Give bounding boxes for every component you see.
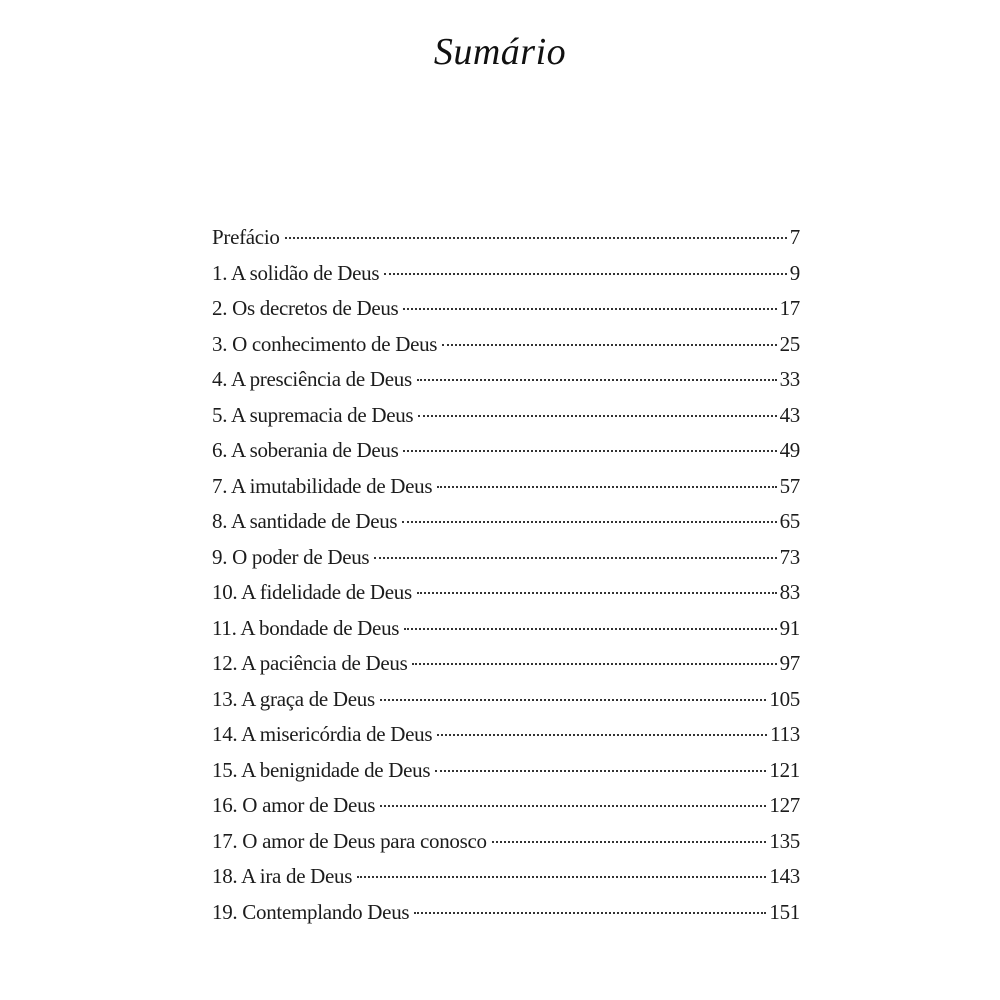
toc-entry-label: 7. A imutabilidade de Deus: [212, 473, 433, 498]
toc-entry-label: 13. A graça de Deus: [212, 686, 375, 711]
toc-entry-page: 135: [769, 828, 800, 853]
toc-entry-label: 5. A supremacia de Deus: [212, 402, 414, 427]
dot-leader: [374, 557, 776, 559]
toc-entry-label: 14. A misericórdia de Deus: [212, 722, 433, 746]
dot-leader: [417, 379, 777, 381]
toc-entry-page: 17: [779, 296, 800, 320]
toc-entry-chapter-1: [212, 256, 800, 292]
dot-leader: [357, 876, 766, 878]
toc-entry-page: 65: [779, 509, 800, 533]
toc-entry-page: 57: [779, 473, 800, 498]
dot-leader: [380, 805, 766, 807]
toc-entry-chapter-9: [212, 540, 800, 576]
toc-entry-chapter-3: [212, 327, 800, 363]
toc-entry-chapter-6: [212, 433, 800, 469]
toc-entry-page: 83: [779, 580, 800, 604]
toc-entry-page: 121: [769, 757, 800, 782]
toc-entry-page: 151: [769, 899, 800, 924]
dot-leader: [418, 415, 776, 417]
toc-entry-label: 1. A solidão de Deus: [212, 260, 380, 285]
dot-leader: [402, 521, 776, 523]
toc-entry-label: 15. A benignidade de Deus: [212, 757, 431, 782]
toc-entry-chapter-14: [212, 717, 800, 753]
dot-leader: [442, 344, 776, 346]
toc-entry-label: 12. A paciência de Deus: [212, 651, 408, 675]
toc-entry-chapter-2: [212, 291, 800, 327]
dot-leader: [414, 912, 766, 914]
toc-entry-chapter-19: [212, 895, 800, 931]
toc-entry-label: 18. A ira de Deus: [212, 864, 353, 888]
toc-entry-page: 9: [789, 260, 800, 285]
dot-leader: [492, 841, 767, 843]
toc-entry-chapter-15: [212, 753, 800, 789]
toc-entry-page: 49: [779, 438, 800, 462]
toc-entry-page: 143: [769, 864, 800, 888]
toc-entry-label: 3. O conhecimento de Deus: [212, 331, 438, 356]
toc-entry-page: 91: [779, 615, 800, 640]
toc-entry-page: 25: [779, 331, 800, 356]
page-title: Sumário: [433, 31, 567, 73]
dot-leader: [412, 663, 776, 665]
toc-entry-preface: [212, 220, 800, 256]
toc-entry-label: 11. A bondade de Deus: [212, 615, 400, 640]
toc-entry-chapter-13: [212, 682, 800, 718]
toc-entry-label: 17. O amor de Deus para conosco: [212, 828, 487, 853]
dot-leader: [404, 628, 776, 630]
toc-entry-page: 113: [770, 722, 800, 746]
dot-leader: [403, 450, 776, 452]
toc-entry-label: 9. O poder de Deus: [212, 544, 370, 569]
dot-leader: [435, 770, 766, 772]
dot-leader: [403, 308, 776, 310]
toc-entry-chapter-11: [212, 611, 800, 647]
toc-entry-label: 4. A presciência de Deus: [212, 367, 412, 391]
toc-entry-chapter-16: [212, 788, 800, 824]
dot-leader: [380, 699, 767, 701]
toc-entry-page: 73: [779, 544, 800, 569]
toc-entry-chapter-8: [212, 504, 800, 540]
toc-entry-chapter-4: [212, 362, 800, 398]
toc-entry-label: 8. A santidade de Deus: [212, 509, 398, 533]
toc-entry-page: 127: [769, 793, 800, 817]
dot-leader: [437, 486, 776, 488]
dot-leader: [285, 237, 787, 239]
toc-entry-page: 7: [789, 225, 800, 249]
toc-entry-label: 2. Os decretos de Deus: [212, 296, 399, 320]
toc-entry-chapter-7: [212, 469, 800, 505]
toc-entry-chapter-5: [212, 398, 800, 434]
dot-leader: [417, 592, 777, 594]
toc-entry-chapter-12: [212, 646, 800, 682]
toc-entry-chapter-17: [212, 824, 800, 860]
toc-entry-page: 33: [779, 367, 800, 391]
toc-entry-chapter-18: [212, 859, 800, 895]
table-of-contents: [212, 220, 800, 930]
toc-entry-label: 16. O amor de Deus: [212, 793, 376, 817]
toc-entry-page: 43: [779, 402, 800, 427]
toc-entry-label: 10. A fidelidade de Deus: [212, 580, 412, 604]
dot-leader: [437, 734, 767, 736]
toc-entry-label: 19. Contemplando Deus: [212, 899, 410, 924]
toc-entry-label: Prefácio: [212, 225, 280, 249]
toc-entry-page: 105: [769, 686, 800, 711]
toc-entry-label: 6. A soberania de Deus: [212, 438, 399, 462]
toc-entry-chapter-10: [212, 575, 800, 611]
dot-leader: [384, 273, 787, 275]
toc-entry-page: 97: [779, 651, 800, 675]
